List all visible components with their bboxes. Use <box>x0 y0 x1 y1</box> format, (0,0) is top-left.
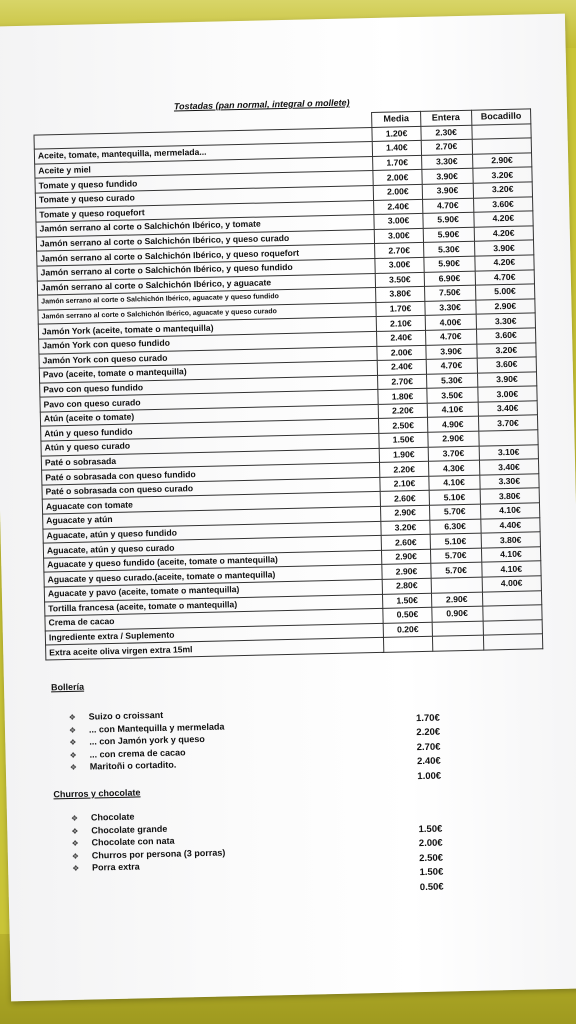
header-media: Media <box>372 111 420 127</box>
price-bocadillo-cell: 3.30€ <box>476 313 536 329</box>
item-name-cell: Jamón serrano al corte o Salchichón Ibérico, aguacate y queso fundido <box>38 288 377 310</box>
price-bocadillo-cell: 3.90€ <box>477 372 537 388</box>
diamond-bullet-icon: ❖ <box>72 864 80 874</box>
item-name-cell: Aceite y miel <box>35 156 374 178</box>
price-entera-cell: 5.30€ <box>426 373 477 389</box>
price-bocadillo-cell: 4.10€ <box>481 561 541 577</box>
price-media-cell: 2.10€ <box>377 316 425 332</box>
price-value: 0.50€ <box>419 881 444 893</box>
price-entera-cell: 4.10€ <box>428 475 479 491</box>
item-name-cell: Pavo (aceite, tomate o mantequilla) <box>39 361 378 383</box>
list-item-label: ... con Mantequilla y mermelada <box>88 721 225 735</box>
diamond-bullet-icon: ❖ <box>71 851 80 861</box>
price-entera-cell: 5.10€ <box>429 490 480 506</box>
menu-sheet <box>0 14 576 1002</box>
price-entera-cell: 3.70€ <box>428 446 479 462</box>
item-name-cell: Tomate y queso curado <box>35 185 374 207</box>
item-name-cell: Ingrediente extra / Suplemento <box>45 623 384 645</box>
diamond-bullet-icon: ❖ <box>69 763 78 773</box>
churros-list <box>71 809 226 875</box>
price-media-cell: 2.90€ <box>381 505 429 521</box>
price-entera-cell: 3.90€ <box>421 169 472 185</box>
price-bocadillo-cell: 3.40€ <box>478 401 538 417</box>
price-entera-cell: 2.70€ <box>421 139 472 155</box>
price-media-cell: 0.50€ <box>383 607 431 623</box>
item-name-cell: Atún (aceite o tomate) <box>40 404 379 426</box>
price-bocadillo-cell: 4.00€ <box>482 576 542 592</box>
item-name-cell: Pavo con queso curado <box>40 390 379 412</box>
churros-prices <box>402 823 444 896</box>
item-name-cell: Jamón serrano al corte o Salchichón Ibérico, y queso roquefort <box>37 244 376 266</box>
price-entera-cell <box>432 621 483 637</box>
price-entera-cell: 4.70€ <box>425 329 476 345</box>
price-value: 1.50€ <box>419 866 444 879</box>
price-entera-cell: 4.70€ <box>422 198 473 214</box>
price-value: 2.50€ <box>419 852 444 864</box>
price-media-cell: 2.00€ <box>373 170 421 186</box>
price-media-cell: 2.20€ <box>379 403 427 419</box>
list-item-label: Chocolate grande <box>91 823 168 836</box>
item-name-cell: Paté o sobrasada <box>41 448 380 470</box>
item-name-cell: Tortilla francesa (aceite, tomate o mantequilla) <box>45 594 384 616</box>
bolleria-title: Bollería <box>50 681 85 693</box>
price-media-cell: 2.80€ <box>383 578 431 594</box>
price-media-cell: 2.40€ <box>374 199 422 215</box>
price-bocadillo-cell: 3.70€ <box>478 415 538 431</box>
price-media-cell: 3.00€ <box>375 257 423 273</box>
price-media-cell: 2.40€ <box>377 330 425 346</box>
diamond-bullet-icon: ❖ <box>69 738 77 748</box>
price-entera-cell <box>432 635 483 651</box>
diamond-bullet-icon: ❖ <box>68 725 77 735</box>
churros-title: Churros y chocolate <box>53 787 141 800</box>
price-media-cell: 1.50€ <box>379 432 427 448</box>
item-name-cell: Paté o sobrasada con queso fundido <box>42 463 381 485</box>
price-bocadillo-cell: 3.20€ <box>473 167 533 183</box>
price-bocadillo-cell: 3.10€ <box>479 444 539 460</box>
item-name-cell: Aguacate y queso curado.(aceite, tomate o mantequilla) <box>44 565 383 587</box>
price-entera-cell: 6.90€ <box>424 271 475 287</box>
item-name-cell: Jamón York con queso curado <box>39 346 378 368</box>
item-name-cell: Aguacate y queso fundido (aceite, tomate o mantequilla) <box>44 550 383 572</box>
price-entera-cell: 2.90€ <box>427 431 478 447</box>
list-item-label: ... con Jamón york y queso <box>89 734 205 747</box>
price-bocadillo-cell: 4.40€ <box>480 517 540 533</box>
diamond-bullet-icon: ❖ <box>69 750 77 760</box>
price-bocadillo-cell: 3.40€ <box>479 459 539 475</box>
price-media-cell: 3.00€ <box>374 214 422 230</box>
price-media-cell: 0.20€ <box>384 622 432 638</box>
price-media-cell: 2.40€ <box>378 359 426 375</box>
price-media-cell <box>384 637 432 653</box>
list-item <box>72 859 226 875</box>
item-name-cell: Aguacate con tomate <box>42 492 381 514</box>
price-media-cell: 2.50€ <box>379 418 427 434</box>
item-name-cell: Tomate y queso fundido <box>35 171 374 193</box>
item-name-cell: Pavo con queso fundido <box>40 375 379 397</box>
price-bocadillo-cell <box>482 605 542 621</box>
price-entera-cell: 4.00€ <box>425 315 476 331</box>
tostadas-caption <box>174 96 434 112</box>
price-entera-cell: 4.90€ <box>427 417 478 433</box>
price-bocadillo-cell <box>472 123 532 139</box>
price-entera-cell: 6.30€ <box>429 519 480 535</box>
price-media-cell: 3.50€ <box>376 272 424 288</box>
price-bocadillo-cell: 3.80€ <box>481 532 541 548</box>
price-entera-cell: 3.30€ <box>421 154 472 170</box>
item-name-cell: Jamón serrano al corte o Salchichón Ibérico, aguacate y queso curado <box>38 302 377 324</box>
list-item <box>70 758 226 774</box>
price-media-cell: 2.60€ <box>382 535 430 551</box>
price-bocadillo-cell: 4.10€ <box>480 503 540 519</box>
price-bocadillo-cell: 4.20€ <box>475 255 535 271</box>
item-name-cell: Jamón serrano al corte o Salchichón Ibérico, y aguacate <box>37 273 376 295</box>
price-media-cell: 2.60€ <box>381 491 429 507</box>
price-entera-cell: 5.30€ <box>423 242 474 258</box>
price-bocadillo-cell <box>482 590 542 606</box>
price-bocadillo-cell: 2.90€ <box>476 299 536 315</box>
price-entera-cell: 5.90€ <box>423 227 474 243</box>
price-bocadillo-cell: 4.70€ <box>475 269 535 285</box>
bolleria-list <box>69 708 226 774</box>
item-name-cell: Jamón serrano al corte o Salchichón Ibérico, y queso fundido <box>37 258 376 280</box>
price-bocadillo-cell <box>483 620 543 636</box>
price-value: 1.00€ <box>417 770 442 782</box>
price-media-cell: 1.80€ <box>378 389 426 405</box>
price-bocadillo-cell: 3.90€ <box>474 240 534 256</box>
item-name-cell: Aceite, tomate, mantequilla, mermelada... <box>34 142 373 164</box>
price-bocadillo-cell: 3.60€ <box>473 196 533 212</box>
price-bocadillo-cell: 3.80€ <box>480 488 540 504</box>
price-entera-cell: 3.30€ <box>424 300 475 316</box>
item-name-cell: Jamón York con queso fundido <box>39 331 378 353</box>
item-name-cell: Crema de cacao <box>45 609 384 631</box>
price-bocadillo-cell: 3.60€ <box>477 357 537 373</box>
price-bocadillo-cell: 3.20€ <box>477 342 537 358</box>
price-bocadillo-cell: 4.10€ <box>481 547 541 563</box>
list-item-label: Chocolate <box>90 811 135 823</box>
price-entera-cell: 4.10€ <box>427 402 478 418</box>
price-entera-cell: 0.90€ <box>431 606 482 622</box>
list-item-label: Maritoñi o cortadito. <box>89 759 177 772</box>
item-name-cell: Aguacate, atún y queso curado <box>43 536 382 558</box>
price-bocadillo-cell <box>483 634 543 650</box>
price-entera-cell: 5.70€ <box>430 563 481 579</box>
price-entera-cell: 5.70€ <box>429 504 480 520</box>
price-bocadillo-cell: 3.30€ <box>479 474 539 490</box>
price-media-cell: 2.70€ <box>375 243 423 259</box>
price-bocadillo-cell: 4.20€ <box>474 211 534 227</box>
price-media-cell: 2.90€ <box>382 564 430 580</box>
price-entera-cell: 5.70€ <box>430 548 481 564</box>
price-value: 2.20€ <box>416 726 441 739</box>
price-media-cell: 1.20€ <box>372 126 420 142</box>
item-name-cell: Aguacate y pavo (aceite, tomate o mantequilla) <box>44 579 383 601</box>
list-item-label: ... con crema de cacao <box>89 747 186 760</box>
price-media-cell: 1.50€ <box>383 593 431 609</box>
price-value: 2.70€ <box>416 741 441 753</box>
diamond-bullet-icon: ❖ <box>71 839 79 849</box>
header-bocadillo: Bocadillo <box>471 109 531 125</box>
price-media-cell: 1.70€ <box>373 155 421 171</box>
price-media-cell: 2.20€ <box>380 462 428 478</box>
list-item-label: Suizo o croissant <box>88 709 164 722</box>
price-bocadillo-cell: 3.20€ <box>473 182 533 198</box>
price-entera-cell: 3.50€ <box>426 387 477 403</box>
item-name-cell: Extra aceite oliva virgen extra 15ml <box>46 638 385 660</box>
item-name-cell: Aguacate y atún <box>43 506 382 528</box>
diamond-bullet-icon: ❖ <box>68 712 76 723</box>
price-bocadillo-cell: 3.00€ <box>477 386 537 402</box>
list-item-label: Porra extra <box>92 861 140 873</box>
header-entera: Entera <box>420 110 471 126</box>
price-entera-cell: 2.30€ <box>420 125 471 141</box>
price-entera-cell: 3.90€ <box>422 183 473 199</box>
price-entera-cell: 5.90€ <box>423 256 474 272</box>
item-name-cell: Tomate y queso roquefort <box>36 200 375 222</box>
price-media-cell: 2.10€ <box>380 476 428 492</box>
price-bocadillo-cell <box>472 138 532 154</box>
price-bocadillo-cell <box>478 430 538 446</box>
price-entera-cell: 2.90€ <box>431 592 482 608</box>
price-entera-cell: 3.90€ <box>425 344 476 360</box>
price-media-cell: 2.00€ <box>377 345 425 361</box>
bolleria-prices <box>400 712 442 785</box>
price-entera-cell: 7.50€ <box>424 285 475 301</box>
item-name-cell: Aguacate, atún y queso fundido <box>43 521 382 543</box>
price-media-cell: 2.70€ <box>378 374 426 390</box>
tostadas-body <box>34 123 543 660</box>
price-entera-cell: 5.90€ <box>422 212 473 228</box>
price-media-cell: 2.00€ <box>374 184 422 200</box>
price-value: 2.40€ <box>416 755 441 768</box>
price-media-cell: 1.90€ <box>380 447 428 463</box>
price-bocadillo-cell: 3.60€ <box>476 328 536 344</box>
list-item-label: Churros por persona (3 porras) <box>91 847 226 861</box>
price-value: 1.50€ <box>418 823 443 836</box>
price-entera-cell: 4.70€ <box>426 358 477 374</box>
diamond-bullet-icon: ❖ <box>71 826 79 836</box>
price-entera-cell: 5.10€ <box>430 533 481 549</box>
item-name-cell: Paté o sobrasada con queso curado <box>42 477 381 499</box>
price-bocadillo-cell: 5.00€ <box>475 284 535 300</box>
price-media-cell: 1.70€ <box>376 301 424 317</box>
price-entera-cell <box>431 577 482 593</box>
diamond-bullet-icon: ❖ <box>70 813 79 824</box>
price-media-cell: 3.80€ <box>376 286 424 302</box>
price-media-cell: 3.20€ <box>381 520 429 536</box>
list-item-label: Chocolate con nata <box>91 835 175 848</box>
price-entera-cell: 4.30€ <box>428 460 479 476</box>
price-value: 2.00€ <box>418 837 443 850</box>
item-name-cell: Atún y queso fundido <box>41 419 380 441</box>
item-name-cell: Jamón York (aceite, tomate o mantequilla) <box>38 317 377 339</box>
tostadas-table <box>33 108 543 660</box>
item-name-cell: Jamón serrano al corte o Salchichón Ibérico, y queso curado <box>36 229 375 251</box>
price-bocadillo-cell: 2.90€ <box>472 153 532 169</box>
price-media-cell: 2.90€ <box>382 549 430 565</box>
price-media-cell: 3.00€ <box>375 228 423 244</box>
price-bocadillo-cell: 4.20€ <box>474 226 534 242</box>
tostadas-caption-text: Tostadas (pan normal, integral o mollete) <box>173 97 350 112</box>
item-name-cell: Atún y queso curado <box>41 433 380 455</box>
price-media-cell: 1.40€ <box>373 141 421 157</box>
item-name-cell: Jamón serrano al corte o Salchichón Ibérico, y tomate <box>36 215 375 237</box>
price-value: 1.70€ <box>415 712 440 725</box>
